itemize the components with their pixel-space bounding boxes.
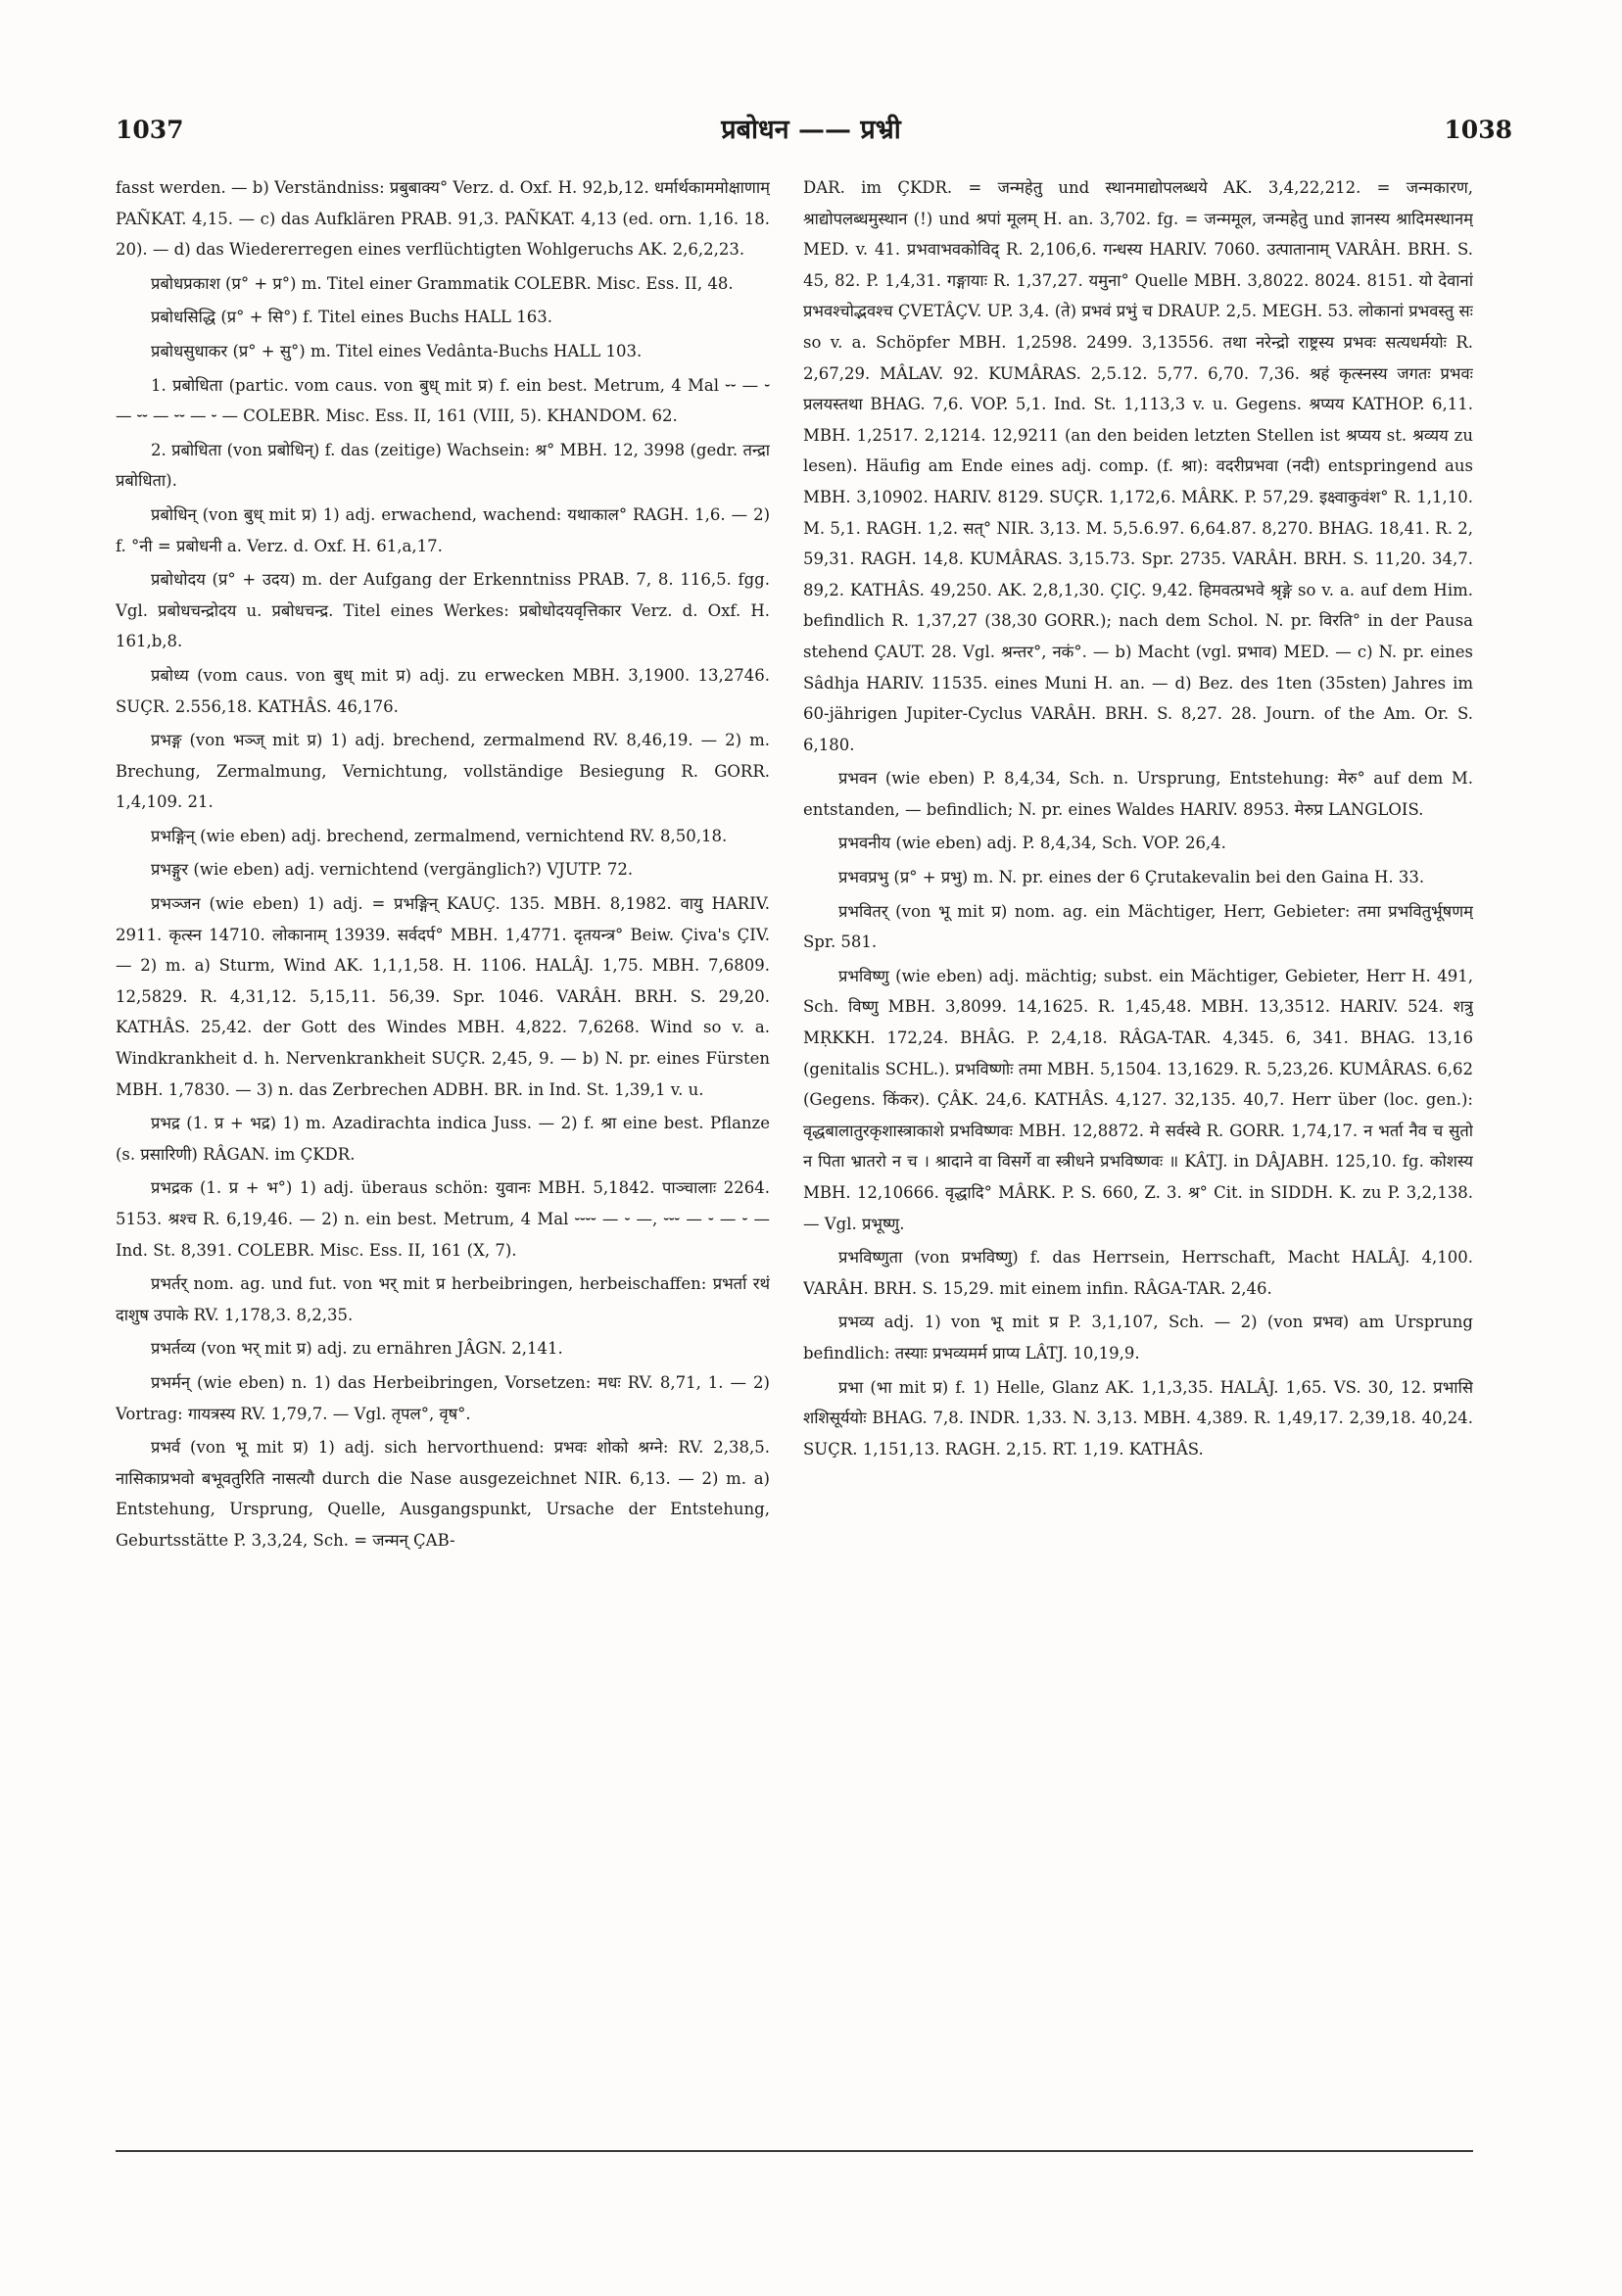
dictionary-entry: प्रबोधसुधाकर (प्र° + सु°) m. Titel eines Vedânta-Buchs HALL 103. (151, 341, 643, 360)
left-column (116, 172, 770, 1955)
dictionary-entry: 1. प्रबोधिता (partic. vom caus. von बुध् mit प्र) f. ein best. Metrum, 4 Mal ⏑⏑ — ⏑ — ⏑⏑ — ⏑⏑ — ⏑ — COLEBR. Misc. Ess. II, 161 (VIII, 5). KHANDOM. 62. (116, 375, 770, 426)
dictionary-entry: प्रभर्व (von भू mit प्र) 1) adj. sich hervorthuend: प्रभवः शोको श्रग्ने: RV. 2,38,5. नासिकाप्रभवो बभूवतुरिति नासत्यौ durch die Nase ausgezeichnet NIR. 6,13. — 2) m. a) Entstehung, Ursprung, Quelle, Ausgangspunkt, Ursache der Entstehung, Geburtsstätte P. 3,3,24, Sch. = जन्मन् ÇAB- (116, 1438, 770, 1550)
dictionary-entry: प्रभर्तर् nom. ag. und fut. von भर् mit प्र herbeibringen, herbeischaffen: प्रभर्ता रथं दाशुष उपाके RV. 1,178,3. 8,2,35. (116, 1274, 770, 1324)
dictionary-entry: प्रभव्य adj. 1) von भू mit प्र P. 3,1,107, Sch. — 2) (von प्रभव) am Ursprung befindlich: तस्याः प्रभव्यमर्म प्राप्य LÂTJ. 10,19,9. (803, 1313, 1473, 1363)
right-column (803, 172, 1473, 1955)
dictionary-entry: प्रभर्मन् (wie eben) n. 1) das Herbeibringen, Vorsetzen: मधः RV. 8,71, 1. — 2) Vortrag: गायत्रस्य RV. 1,79,7. — Vgl. तृपल°, वृष°. (116, 1372, 770, 1423)
dictionary-entry: DAR. im ÇKDR. = जन्महेतु und स्थानमाद्योपलब्धये AK. 3,4,22,212. = जन्मकारण, श्राद्योपलब्धमुस्थान (!) und श्रपां मूलम् H. an. 3,702. fg. = जन्ममूल, जन्महेतु und ज्ञानस्य श्रादिमस्थानम् MED. v. 41. प्रभवाभवकोविद् R. 2,106,6. गन्धस्य HARIV. 7060. उत्पातानाम् VARÂH. BRH. S. 45, 82. P. 1,4,31. गङ्गायाः R. 1,37,27. यमुना° Quelle MBH. 3,8022. 8024. 8151. यो देवानां प्रभवश्चोद्भवश्च ÇVETÂÇV. UP. 3,4. (ते) प्रभवं प्रभुं च DRAUP. 2,5. MEGH. 53. लोकानां प्रभवस्तु सः so v. a. Schöpfer MBH. 1,2598. 2499. 3,13556. तथा नरेन्द्रो राष्ट्रस्य प्रभवः सत्यधर्मयोः R. 2,67,29. MÂLAV. 92. KUMÂRAS. 2,5.12. 5,77. 6,70. 7,36. श्रहं कृत्स्नस्य जगतः प्रभवः प्रलयस्तथा BHAG. 7,6. VOP. 5,1. Ind. St. 1,113,3 v. u. Gegens. श्रप्यय KATHOP. 6,11. MBH. 1,2517. 2,1214. 12,9211 (an den beiden letzten Stellen ist श्रप्यय st. श्रव्यय zu lesen). Häufig am Ende eines adj. comp. (f. श्रा): वदरीप्रभवा (नदी) entspringend aus MBH. 3,10902. HARIV. 8129. SUÇR. 1,172,6. MÂRK. P. 57,29. इक्ष्वाकुवंश° R. 1,1,10. M. 5,1. RAGH. 1,2. सत्° NIR. 3,13. M. 5,5.6.97. 6,64.87. 8,270. BHAG. 18,41. R. 2, 59,31. RAGH. 14,8. KUMÂRAS. 3,15.73. Spr. 2735. VARÂH. BRH. S. 11,20. 34,7. 89,2. KATHÂS. 49,250. AK. 2,8,1,30. ÇIÇ. 9,42. हिमवत्प्रभवे श्रृङ्गे so v. a. auf dem Him. befindlich R. 1,37,27 (38,30 GORR.); nach dem Schol. N. pr. विरति° in der Pausa stehend ÇAUT. 28. Vgl. श्रन्तर°, नकं°. — b) Macht (vgl. प्रभाव) MED. — c) N. pr. eines Sâdhja HARIV. 11535. eines Muni H. an. — d) Bez. des 1ten (35sten) Jahres im 60-jährigen Jupiter-Cyclus VARÂH. BRH. S. 8,27. 28. Journ. of the Am. Or. S. 6,180. (803, 178, 1473, 754)
page-number-left: 1037 (116, 116, 184, 144)
dictionary-entry: प्रबोध्य (vom caus. von बुध् mit प्र) adj. zu erwecken MBH. 3,1900. 13,2746. SUÇR. 2.556,18. KATHÂS. 46,176. (116, 665, 770, 716)
dictionary-entry: प्रभविष्णुता (von प्रभविष्णु) f. das Herrsein, Herrschaft, Macht HALÂJ. 4,100. VARÂH. BRH. S. 15,29. mit einem infin. RÂGA-TAR. 2,46. (803, 1248, 1473, 1298)
dictionary-entry: प्रभविष्णु (wie eben) adj. mächtig; subst. ein Mächtiger, Gebieter, Herr H. 491, Sch. विष्णु MBH. 3,8099. 14,1625. R. 1,45,48. MBH. 13,3512. HARIV. 524. शत्रु MṚKKH. 172,24. BHÂG. P. 2,4,18. RÂGA-TAR. 4,345. 6, 341. BHAG. 13,16 (genitalis SCHL.). प्रभविष्णोः तमा MBH. 5,1504. 13,1629. R. 5,23,26. KUMÂRAS. 6,62 (Gegens. किंकर). ÇÂK. 24,6. KATHÂS. 4,127. 32,135. 40,7. Herr über (loc. gen.): वृद्धबालातुरकृशास्त्राकाशे प्रभविष्णवः MBH. 12,8872. मे सर्वस्वे R. GORR. 1,74,17. न भर्ता नैव च सुतो न पिता भ्रातरो न च । श्रादाने वा विसर्गे वा स्त्रीधने प्रभविष्णवः ॥ KÂTJ. in DÂJABH. 125,10. fg. कोशस्य MBH. 12,10666. वृद्धादि° MÂRK. P. S. 660, Z. 3. श्र° Cit. in SIDDH. K. zu P. 3,2,138. — Vgl. प्रभूष्णु. (803, 966, 1473, 1233)
dictionary-entry: प्रभा (भा mit प्र) f. 1) Helle, Glanz AK. 1,1,3,35. HALÂJ. 1,65. VS. 30, 12. प्रभासि शशिसूर्ययोः BHAG. 7,8. INDR. 1,33. N. 3,13. MBH. 4,389. R. 1,49,17. 2,39,18. 40,24. SUÇR. 1,151,13. RAGH. 2,15. RT. 1,19. KATHÂS. (803, 1377, 1473, 1459)
dictionary-entry: प्रभङ्ग (von भञ्ज् mit प्र) 1) adj. brechend, zermalmend RV. 8,46,19. — 2) m. Brechung, Zermalmung, Vernichtung, vollständige Besiegung R. GORR. 1,4,109. 21. (116, 731, 770, 812)
dictionary-entry: 2. प्रबोधिता (von प्रबोधिन्) f. das (zeitige) Wachsein: श्र° MBH. 12, 3998 (gedr. तन्द्रा प्रबोधिता). (116, 440, 770, 491)
footer-rule (116, 2150, 1473, 2152)
dictionary-entry: प्रबोधोदय (प्र° + उदय) m. der Aufgang der Erkenntniss PRAB. 7, 8. 116,5. fgg. Vgl. प्रबोधचन्द्रोदय u. प्रबोधचन्द्र. Titel eines Werkes: प्रबोधोदयवृत्तिकार Verz. d. Oxf. H. 161,b,8. (116, 570, 770, 651)
dictionary-entry: प्रभवितर् (von भू mit प्र) nom. ag. ein Mächtiger, Herr, Gebieter: तमा प्रभवितुर्भूषणम् Spr. 581. (803, 901, 1473, 952)
dictionary-entry: प्रभञ्जन (wie eben) 1) adj. = प्रभङ्गिन् KAUÇ. 135. MBH. 8,1982. वायु HARIV. 2911. कृत्स्न 14710. लोकानाम् 13939. सर्वदर्प° MBH. 1,4771. दृतयन्त्र° Beiw. Çiva's ÇIV. — 2) m. a) Sturm, Wind AK. 1,1,1,58. H. 1106. HALÂJ. 1,75. MBH. 7,6809. 12,5829. R. 4,31,12. 5,15,11. 56,39. Spr. 1046. VARÂH. BRH. S. 29,20. KATHÂS. 25,42. der Gott des Windes MBH. 4,822. 7,6268. Wind so v. a. Windkrankheit d. h. Nervenkrankheit SUÇR. 2,45, 9. — b) N. pr. eines Fürsten MBH. 1,7830. — 3) n. das Zerbrechen ADBH. BR. in Ind. St. 1,39,1 v. u. (116, 894, 770, 1099)
dictionary-entry: प्रभवप्रभु (प्र° + प्रभु) m. N. pr. eines der 6 Çrutakevalin bei den Gaina H. 33. (838, 868, 1425, 887)
page-number-right: 1038 (1444, 116, 1512, 144)
dictionary-entry: प्रभवनीय (wie eben) adj. P. 8,4,34, Sch. VOP. 26,4. (838, 834, 1226, 853)
dictionary-entry: प्रबोधप्रकाश (प्र° + प्र°) m. Titel einer Grammatik COLEBR. Misc. Ess. II, 48. (151, 273, 734, 293)
dictionary-entry: प्रबोधिन् (von बुध् mit प्र) 1) adj. erwachend, wachend: यथाकाल° RAGH. 1,6. — 2) f. °नी = प्रबोधनी a. Verz. d. Oxf. H. 61,a,17. (116, 504, 770, 555)
dictionary-entry: प्रभवन (wie eben) P. 8,4,34, Sch. n. Ursprung, Entstehung: मेरु° auf dem M. entstanden, — befindlich; N. pr. eines Waldes HARIV. 8953. मेरुप्र LANGLOIS. (803, 769, 1473, 819)
dictionary-entry: प्रबोधसिद्धि (प्र° + सि°) f. Titel eines Buchs HALL 163. (151, 308, 552, 327)
dictionary-entry: प्रभद्र (1. प्र + भद्र) 1) m. Azadirachta indica Juss. — 2) f. श्रा eine best. Pflanze (s. प्रसारिणी) RÂGAN. im ÇKDR. (116, 1114, 770, 1164)
dictionary-entry: प्रभङ्गिन् (wie eben) adj. brechend, zermalmend, vernichtend RV. 8,50,18. (151, 826, 728, 845)
dictionary-entry: fasst werden. — b) Verständniss: प्रबुबाक्य° Verz. d. Oxf. H. 92,b,12. धर्मार्थकाममोक्षाणाम् PAÑKAT. 4,15. — c) das Aufklären PRAB. 91,3. PAÑKAT. 4,13 (ed. orn. 1,16. 18. 20). — d) das Wiedererregen eines verflüchtigten Wohlgeruchs AK. 2,6,2,23. (116, 178, 770, 260)
dictionary-entry: प्रभद्रक (1. प्र + भ°) 1) adj. überaus schön: युवानः MBH. 5,1842. पाञ्चालाः 2264. 5153. श्रश्च R. 6,19,46. — 2) n. ein best. Metrum, 4 Mal ⏑⏑⏑⏑ — ⏑ —, ⏑⏑⏑ — ⏑ — ⏑ — Ind. St. 8,391. COLEBR. Misc. Ess. II, 161 (X, 7). (116, 1178, 770, 1260)
dictionary-entry: प्रभर्तव्य (von भर् mit प्र) adj. zu ernähren JÂGN. 2,141. (151, 1339, 563, 1359)
running-head: प्रबोधन —— प्रभ्री (721, 115, 901, 145)
dictionary-entry: प्रभङ्गुर (wie eben) adj. vernichtend (vergänglich?) VJUTP. 72. (151, 860, 634, 880)
